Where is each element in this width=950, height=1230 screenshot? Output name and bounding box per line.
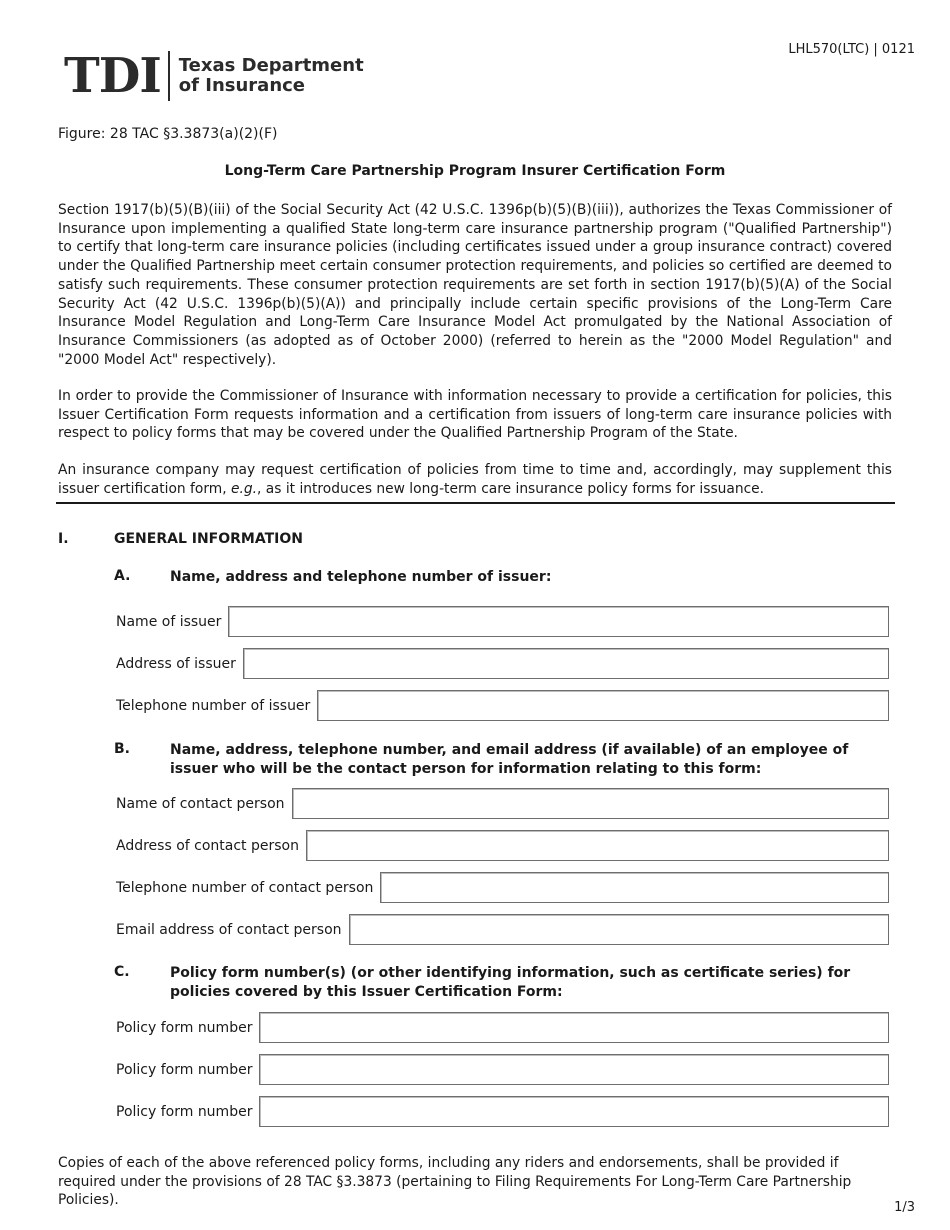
subsection-c-heading: Policy form number(s) (or other identifying information, such as certificate series) for policies covered by this Issuer Certification Form: — [170, 965, 851, 1000]
policy-form-label: Policy form number — [116, 1061, 253, 1078]
subsection-b-heading: Name, address, telephone number, and email address (if available) of an employee of issuer who will be the contact person for information relating to this form: — [170, 742, 849, 777]
tdi-logo — [64, 50, 364, 102]
contact-address-input[interactable] — [306, 830, 889, 861]
contact-phone-row — [116, 871, 889, 904]
p3-text-before: An insurance company may request certification of policies from time to time and, accordingly, may supplement this issuer certification form, — [58, 462, 892, 497]
issuer-address-row — [116, 647, 889, 680]
contact-name-input[interactable] — [292, 788, 889, 819]
logo-divider — [168, 51, 170, 101]
logo-text — [179, 56, 364, 96]
issuer-address-label: Address of issuer — [116, 655, 236, 672]
p3-text-italic: e.g. — [230, 480, 258, 497]
contact-email-input[interactable] — [349, 914, 889, 945]
policy-form-label: Policy form number — [116, 1103, 253, 1120]
p3-text-after: , as it introduces new long-term care insurance policy forms for issuance. — [257, 480, 765, 497]
subsection-b-letter: B. — [114, 741, 130, 757]
subsection-a-letter: A. — [114, 568, 131, 584]
contact-email-row — [116, 913, 889, 946]
contact-address-label: Address of contact person — [116, 837, 299, 854]
contact-phone-input[interactable] — [380, 872, 889, 903]
intro-paragraph-1: Section 1917(b)(5)(B)(iii) of the Social Security Act (42 U.S.C. 1396p(b)(5)(B)(iii)), authorizes the Texas Commissioner of Insurance upon implementing a qualified State long-term care insurance partnership program ("Qualified Partnership") to certify that long-term care insurance policies (including certificates issued under a group insurance contract) covered under the Qualified Partnership meet certain consumer protection requirements, and policies so certified are deemed to satisfy such requirements. These consumer protection requirements are set forth in section 1917(b)(5)(A) of the Social Security Act (42 U.S.C. 1396p(b)(5)(A)) and principally include certain specific provisions of the Long-Term Care Insurance Model Regulation and Long-Term Care Insurance Model Act promulgated by the National Association of Insurance Commissioners (as adopted as of October 2000) (referred to herein as the "2000 Model Regulation" and "2000 Model Act" respectively). — [58, 202, 892, 368]
policy-form-input-1[interactable] — [259, 1012, 889, 1043]
logo-mark: TDI — [64, 48, 161, 104]
policy-form-row-1 — [116, 1011, 889, 1044]
contact-email-label: Email address of contact person — [116, 921, 342, 938]
policy-copies-note: Copies of each of the above referenced policy forms, including any riders and endorsements, shall be provided if required under the provisions of 28 TAC §3.3873 (pertaining to Filing Requirements For Long-Term Care Partnership Policies). — [58, 1155, 852, 1209]
issuer-address-input[interactable] — [243, 648, 889, 679]
section-number: I. — [58, 531, 69, 547]
logo-line-2: of Insurance — [178, 75, 306, 96]
intro-paragraph-2: In order to provide the Commissioner of Insurance with information necessary to provide a certification for policies, this Issuer Certification Form requests information and a certification from issuers of long-term care insurance policies with respect to policy forms that may be covered under the Qualified Partnership Program of the State. — [58, 388, 892, 442]
form-code: LHL570(LTC) | 0121 — [788, 42, 915, 57]
subsection-a-heading: Name, address and telephone number of issuer: — [170, 569, 552, 585]
policy-form-row-3 — [116, 1095, 889, 1128]
contact-address-row — [116, 829, 889, 862]
page-number: 1/3 — [894, 1200, 915, 1215]
issuer-phone-input[interactable] — [317, 690, 889, 721]
issuer-name-input[interactable] — [228, 606, 889, 637]
contact-name-label: Name of contact person — [116, 795, 285, 812]
subsection-c-letter: C. — [114, 964, 130, 980]
policy-form-label: Policy form number — [116, 1019, 253, 1036]
form-title: Long-Term Care Partnership Program Insurer Certification Form — [224, 163, 726, 179]
policy-form-input-3[interactable] — [259, 1096, 889, 1127]
issuer-name-row — [116, 605, 889, 638]
contact-name-row — [116, 787, 889, 820]
intro-paragraph-3 — [58, 461, 892, 498]
policy-form-row-2 — [116, 1053, 889, 1086]
figure-reference: Figure: 28 TAC §3.3873(a)(2)(F) — [58, 126, 278, 142]
issuer-phone-label: Telephone number of issuer — [116, 697, 311, 714]
contact-phone-label: Telephone number of contact person — [116, 879, 374, 896]
section-divider — [56, 502, 895, 504]
logo-line-1: Texas Department — [178, 55, 364, 76]
issuer-name-label: Name of issuer — [116, 613, 222, 630]
policy-form-input-2[interactable] — [259, 1054, 889, 1085]
section-title: GENERAL INFORMATION — [114, 531, 303, 547]
issuer-phone-row — [116, 689, 889, 722]
